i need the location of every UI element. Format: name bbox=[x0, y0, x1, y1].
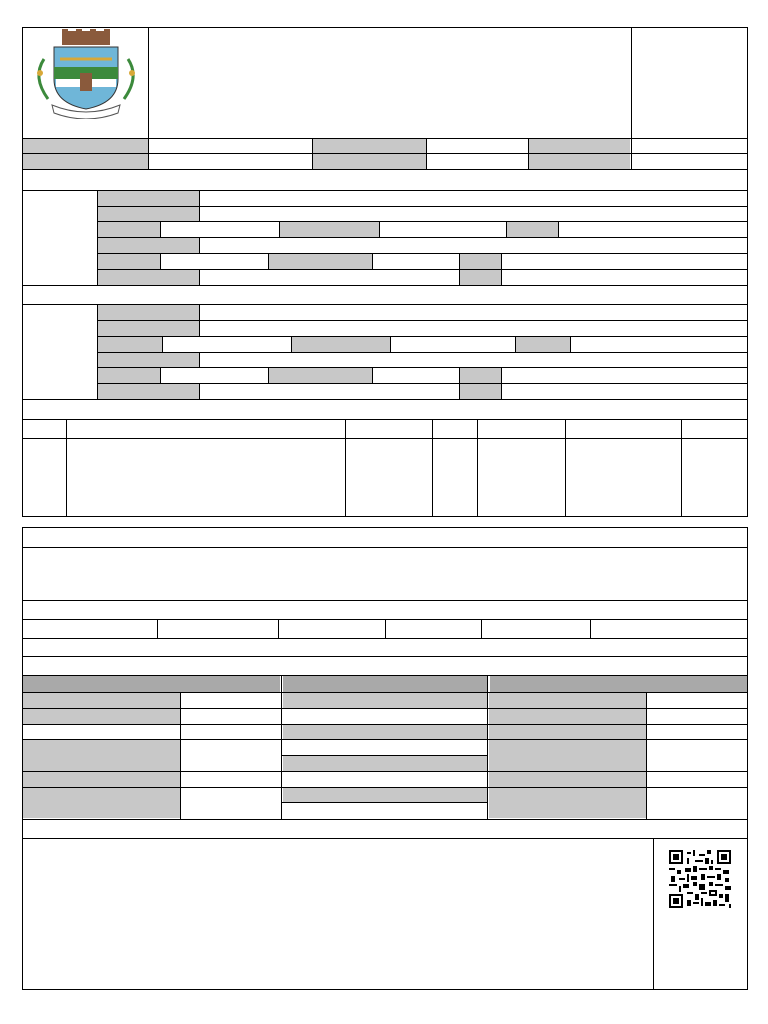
tax-header-cell bbox=[23, 676, 280, 692]
label-cell bbox=[98, 353, 199, 367]
label-cell bbox=[23, 788, 180, 818]
label-cell bbox=[98, 207, 199, 221]
crest-cell bbox=[22, 27, 148, 138]
label-cell bbox=[283, 756, 487, 771]
label-cell bbox=[98, 337, 162, 352]
section-header-3 bbox=[23, 400, 747, 419]
label-cell bbox=[489, 725, 646, 739]
label-cell bbox=[23, 772, 180, 787]
label-cell bbox=[507, 222, 558, 237]
crown-tower bbox=[62, 29, 110, 45]
label-cell bbox=[292, 337, 390, 352]
shield bbox=[54, 47, 118, 109]
label-cell bbox=[23, 693, 180, 708]
qr-code-cell bbox=[654, 839, 747, 989]
label-cell bbox=[98, 305, 199, 320]
label-cell bbox=[460, 368, 501, 383]
label-cell bbox=[98, 254, 160, 269]
label-cell bbox=[98, 270, 199, 285]
label-cell bbox=[460, 270, 501, 285]
qr-code-icon bbox=[669, 850, 731, 908]
label-cell bbox=[529, 154, 630, 169]
label-cell bbox=[98, 321, 199, 336]
section-header-5 bbox=[23, 820, 747, 838]
label-cell bbox=[460, 254, 501, 269]
label-cell bbox=[283, 725, 487, 739]
label-cell bbox=[313, 154, 426, 169]
section-header-1 bbox=[23, 170, 747, 190]
label-cell bbox=[269, 368, 372, 383]
header-number-cell bbox=[632, 28, 747, 138]
label-cell bbox=[98, 191, 199, 206]
label-cell bbox=[98, 222, 160, 237]
section-header-2 bbox=[23, 286, 747, 304]
label-cell bbox=[313, 139, 426, 153]
label-cell bbox=[489, 772, 646, 787]
label-cell bbox=[98, 368, 160, 383]
label-cell bbox=[98, 238, 199, 253]
coat-of-arms-icon bbox=[26, 29, 146, 119]
label-cell bbox=[516, 337, 570, 352]
label-cell bbox=[283, 693, 487, 708]
label-cell bbox=[23, 154, 148, 169]
items-table-body bbox=[23, 439, 747, 516]
tax-header-cell bbox=[283, 676, 487, 692]
label-cell bbox=[23, 740, 180, 771]
label-cell bbox=[280, 222, 379, 237]
label-cell bbox=[23, 139, 148, 153]
label-cell bbox=[529, 139, 630, 153]
description-area bbox=[23, 548, 747, 600]
tax-header-cell bbox=[490, 676, 747, 692]
section-header-4 bbox=[23, 528, 747, 547]
label-cell bbox=[489, 788, 646, 818]
label-cell bbox=[489, 740, 646, 771]
label-cell bbox=[460, 384, 501, 399]
label-cell bbox=[283, 788, 487, 802]
label-cell bbox=[98, 384, 199, 399]
label-cell bbox=[23, 709, 180, 724]
label-cell bbox=[269, 254, 372, 269]
label-cell bbox=[489, 693, 646, 708]
label-cell bbox=[489, 709, 646, 724]
header-title-cell bbox=[149, 28, 631, 138]
observations-area bbox=[23, 839, 653, 989]
